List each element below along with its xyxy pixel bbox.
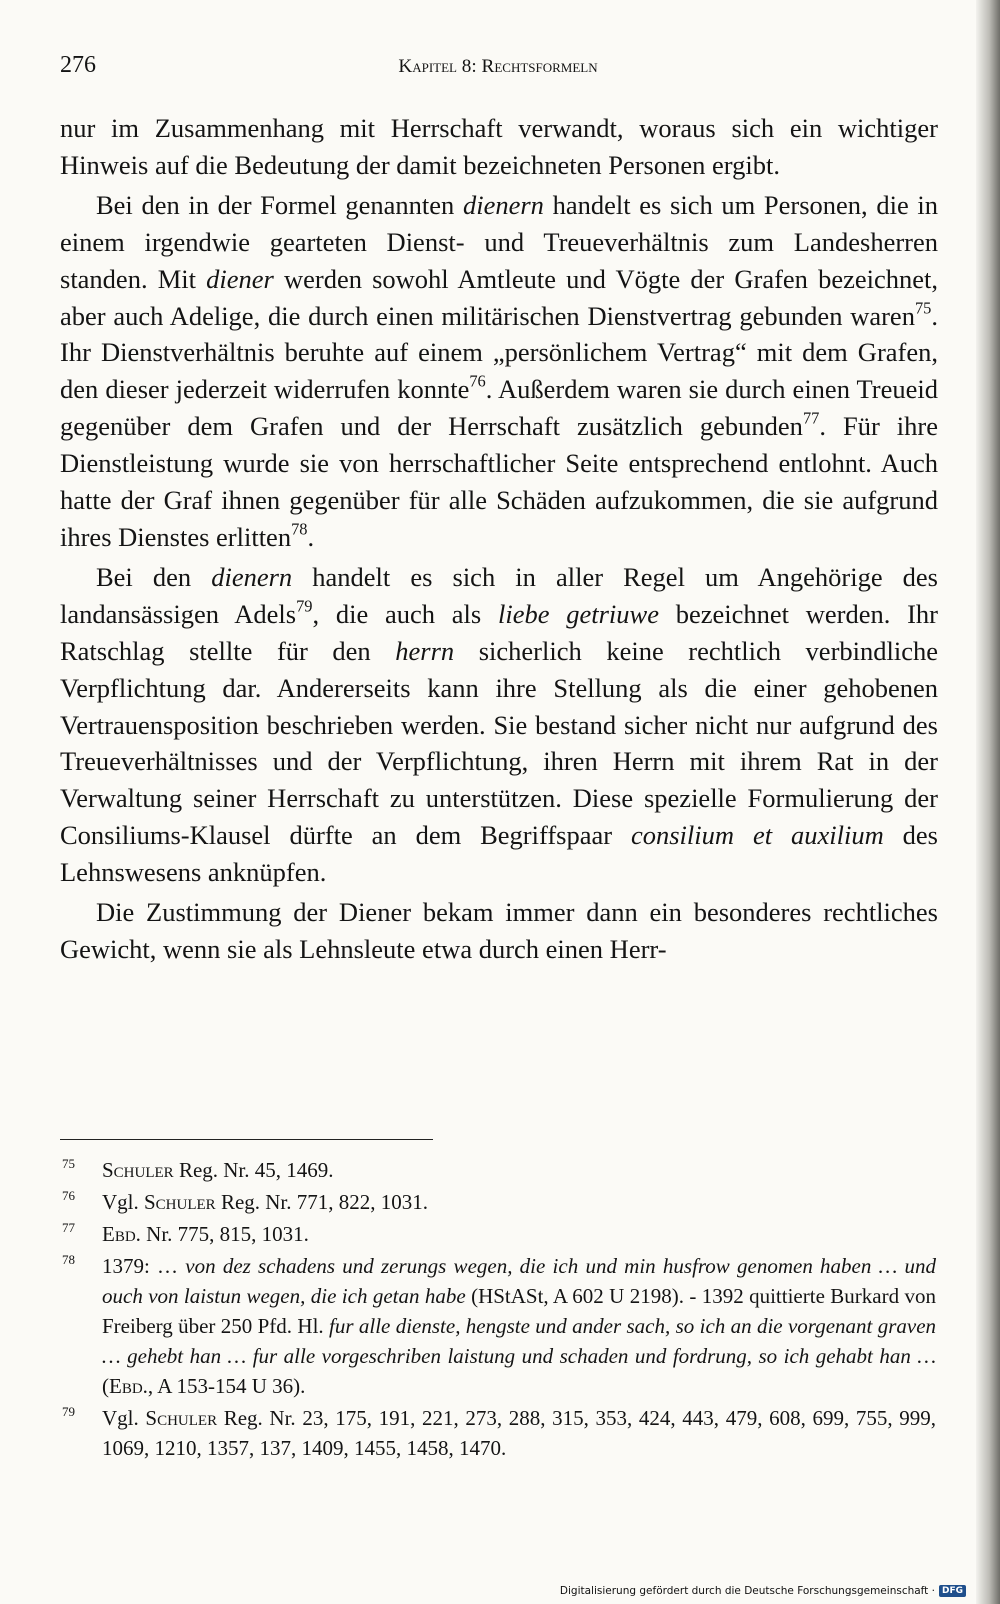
source-quote: von dez schadens und zerungs wegen, die ich und min husfrow genomen haben … und ouch von laistun wegen, die ich getan habe xyxy=(102,1254,936,1308)
paragraph-3 xyxy=(60,559,938,891)
footnote-ref[interactable]: 76 xyxy=(469,371,486,391)
footnote-79 xyxy=(60,1403,936,1463)
running-head-title: Rechtsformeln xyxy=(481,56,598,77)
page-edge-shadow xyxy=(976,0,1000,1604)
footnote-number: 79 xyxy=(62,1404,75,1419)
abbreviation: Ebd. xyxy=(109,1374,148,1398)
text-run: des Lehnswesens anknüpfen. xyxy=(60,820,938,888)
text-run: . Für ihre Dienstleistung wurde sie von herrschaftlicher Seite entsprechend entlohnt. Auch hatte der Graf ihnen gegenüber für alle Schäden aufzukommen, die sie aufgrund ihres Dienstes erlitten xyxy=(60,411,938,552)
digitization-credit xyxy=(560,1585,966,1597)
footnote-ref[interactable]: 79 xyxy=(296,596,313,616)
footnote-ref[interactable]: 75 xyxy=(914,298,932,318)
text-run: bezeichnet werden. Ihr Ratschlag stellte für den xyxy=(60,598,938,666)
source-quote: fur alle dienste, hengste und ander sach, so ich an die vorgenant graven … gehebt han … fur alle vorgeschriben laistung und schaden und fordrung, so ich gehabt han … xyxy=(102,1314,937,1368)
italic-term: consilium et auxilium xyxy=(630,820,884,851)
text-run: ( xyxy=(102,1374,109,1398)
footnote-number: 77 xyxy=(62,1220,75,1235)
footnote-ref[interactable]: 77 xyxy=(802,408,820,428)
paragraph-2 xyxy=(60,187,938,556)
footnote-number: 75 xyxy=(62,1156,75,1171)
italic-term: diener xyxy=(206,263,274,294)
text-run: Vgl. xyxy=(102,1190,144,1214)
footnote-77 xyxy=(60,1219,936,1249)
paragraph-4 xyxy=(60,894,938,968)
footnote-ref[interactable]: 78 xyxy=(291,519,308,539)
text-run: Bei den xyxy=(96,561,212,592)
text-run: Vgl. xyxy=(102,1406,146,1430)
footnote-separator xyxy=(60,1139,433,1140)
text-run: Bei den in der Formel genannten xyxy=(96,189,463,220)
text-run: . Außerdem waren sie durch einen Treueid gegenüber dem Grafen und der Herrschaft zusätzlich gebunden xyxy=(60,374,938,442)
text-run: handelt es sich um Personen, die in einem irgendwie gearteten Dienst- und Treueverhältnis zum Landesherren standen. Mit xyxy=(60,189,939,294)
footnote-76 xyxy=(60,1187,936,1217)
digitization-credit-text: Digitalisierung gefördert durch die Deutsche Forschungsgemeinschaft · xyxy=(559,1585,935,1597)
text-run: Die Zustimmung der Diener bekam immer dann ein besonderes rechtliches Gewicht, wenn sie als Lehnsleute etwa durch einen Herr- xyxy=(60,897,938,964)
abbreviation: Ebd. xyxy=(102,1222,141,1246)
page-number: 276 xyxy=(60,52,96,78)
author-name: Schuler xyxy=(145,1406,218,1430)
running-head xyxy=(60,52,936,79)
text-run: (HStASt, A 602 U 2198). - 1392 quittierte Burkard von Freiberg über 250 Pfd. Hl. xyxy=(102,1284,936,1338)
text-run: , A 153-154 U 36). xyxy=(147,1374,306,1398)
italic-term: dienern xyxy=(211,561,293,592)
text-run: . Ihr Dienstverhältnis beruhte auf einem „persönlichem Vertrag“ mit dem Grafen, den dieser jederzeit widerrufen konnte xyxy=(60,300,938,405)
text-run: 1379: … xyxy=(102,1254,186,1278)
footnotes xyxy=(60,1155,936,1465)
author-name: Schuler xyxy=(144,1190,216,1214)
italic-term: herrn xyxy=(395,635,455,666)
italic-term: dienern xyxy=(462,189,544,220)
footnote-number: 76 xyxy=(62,1188,75,1203)
footnote-78 xyxy=(60,1251,936,1401)
page-header xyxy=(60,52,936,88)
main-text xyxy=(60,110,938,968)
text-run: Reg. Nr. 23, 175, 191, 221, 273, 288, 315, 353, 424, 443, 479, 608, 699, 755, 999, 1069, 1210, 1357, 137, 1409, 1455, 1458, 1470. xyxy=(102,1406,937,1460)
text-run: Reg. Nr. 771, 822, 1031. xyxy=(215,1190,429,1214)
text-run: werden sowohl Amtleute und Vögte der Grafen bezeichnet, aber auch Adelige, die durch einen militärischen Dienstvertrag gebunden waren xyxy=(60,263,938,331)
footnote-75 xyxy=(60,1155,936,1185)
running-head-prefix: Kapitel 8: xyxy=(398,56,482,77)
text-run: Reg. Nr. 45, 1469. xyxy=(173,1158,334,1182)
footnote-number: 78 xyxy=(62,1252,75,1267)
text-run: , die auch als xyxy=(312,598,498,629)
dfg-logo-icon: DFG xyxy=(939,1585,966,1597)
text-run: nur im Zusammenhang mit Herrschaft verwandt, woraus sich ein wichtiger Hinweis auf die Bedeutung der damit bezeichneten Personen ergibt. xyxy=(60,113,938,180)
text-run: Nr. 775, 815, 1031. xyxy=(140,1222,309,1246)
text-run: . xyxy=(307,521,315,552)
text-run: sicherlich keine rechtlich verbindliche Verpflichtung dar. Andererseits kann ihre Stellung als die einer gehobenen Vertrauensposition beschrieben werden. Sie bestand sicher nicht nur aufgrund des Treueverhältnisses und der Verpflichtung, ihren Herrn mit ihrem Rat in der Verwaltung seiner Herrschaft zu unterstützen. Diese spezielle Formulierung der Consiliums-Klausel dürfte an dem Begriffspaar xyxy=(60,635,939,851)
text-run: handelt es sich in aller Regel um Angehörige des landansässigen Adels xyxy=(60,561,938,629)
author-name: Schuler xyxy=(102,1158,174,1182)
italic-term: liebe getriuwe xyxy=(497,598,659,629)
paragraph-1 xyxy=(60,110,938,184)
